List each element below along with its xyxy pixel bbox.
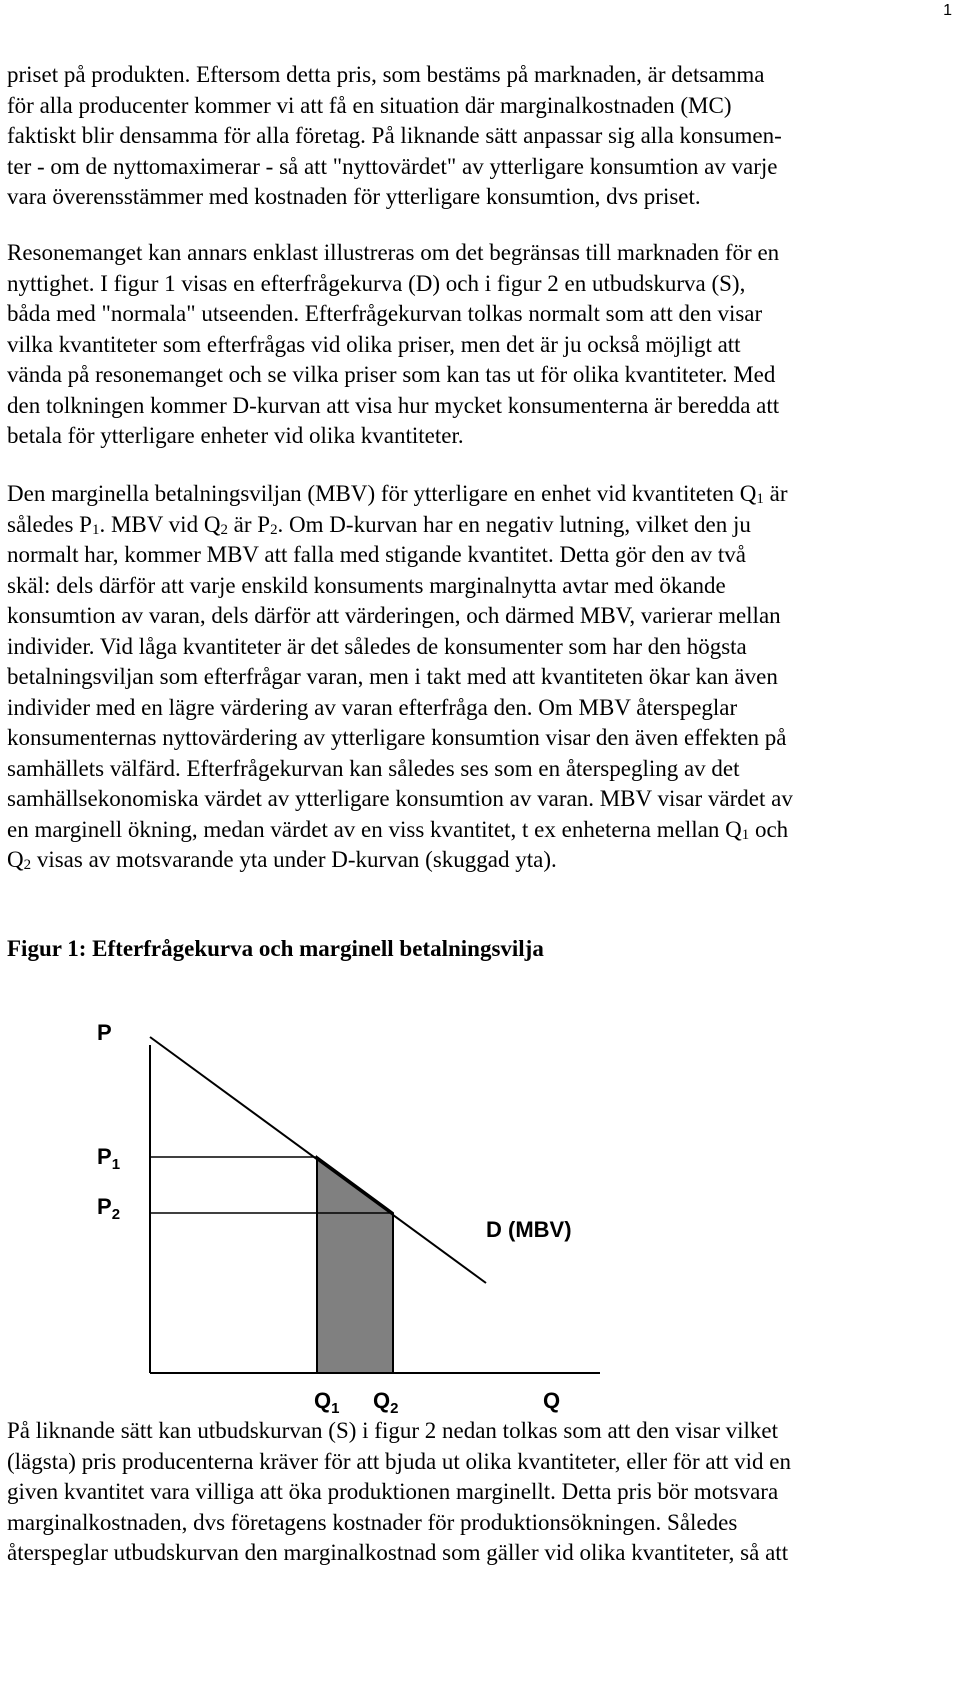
text-line: för alla producenter kommer vi att få en situation där marginalkostnaden (MC) <box>7 92 732 118</box>
paragraph-2 <box>7 238 957 452</box>
text-run: Den marginella betalningsviljan (MBV) för ytterligare en enhet vid kvantiteten Q <box>7 481 757 506</box>
subscript: 1 <box>741 826 750 843</box>
text-line: På liknande sätt kan utbudskurvan (S) i figur 2 nedan tolkas som att den visar vilket <box>7 1418 778 1443</box>
p2-subscript: 2 <box>111 1206 121 1223</box>
q2-text: Q <box>373 1388 391 1413</box>
q1-subscript: 1 <box>331 1400 340 1417</box>
text-line <box>7 815 957 846</box>
text-line <box>7 845 957 876</box>
text-line: priset på produkten. Eftersom detta pris, som bestäms på marknaden, är detsamma <box>7 62 765 87</box>
q2-subscript: 2 <box>390 1400 399 1417</box>
paragraph-4 <box>7 1416 957 1569</box>
p1-text: P <box>97 1144 112 1169</box>
p1-label <box>97 1144 120 1173</box>
curve-label: D (MBV) <box>486 1217 572 1242</box>
text-run: Q <box>7 847 24 872</box>
text-line: ter - om de nyttomaximerar - så att "nyttovärdet" av ytterligare konsumtion av varje <box>7 153 778 179</box>
p1-subscript: 1 <box>111 1156 121 1173</box>
p2-label <box>97 1194 120 1223</box>
text-line: betala för ytterligare enheter vid olika kvantiteter. <box>7 423 464 448</box>
text-line <box>7 510 957 541</box>
text-run: är P <box>227 511 271 537</box>
text-line: vara överensstämmer med kostnaden för ytterligare konsumtion, dvs priset. <box>7 184 701 209</box>
demand-curve <box>150 1037 486 1283</box>
text-line: given kvantitet vara villiga att öka produktionen marginellt. Detta pris bör motsvara <box>7 1479 779 1504</box>
subscript: 2 <box>220 521 228 538</box>
text-line: betalningsviljan som efterfrågar varan, men i takt med att kvantiteten ökar kan även <box>7 664 778 689</box>
subscript: 1 <box>756 491 764 508</box>
text-run: och <box>749 816 789 842</box>
text-run: . Om D-kurvan har en negativ lutning, vilket den ju <box>277 511 751 537</box>
q2-label <box>373 1388 398 1417</box>
text-run: . MBV vid Q <box>99 511 221 537</box>
text-line: individer med en lägre värdering av varan efterfråga den. Om MBV återspeglar <box>7 694 738 720</box>
text-line: Resonemanget kan annars enklast illustreras om det begränsas till marknaden för en <box>7 240 780 265</box>
subscript: 2 <box>270 521 278 538</box>
text-line: marginalkostnaden, dvs företagens kostnader för produktionsökningen. Således <box>7 1509 738 1535</box>
text-run: en marginell ökning, medan värdet av en viss kvantitet, t ex enheterna mellan Q <box>7 816 742 842</box>
text-line: normalt har, kommer MBV att falla med stigande kvantitet. Detta gör den av två <box>7 542 746 567</box>
text-line: konsumenternas nyttovärdering av ytterligare konsumtion visar den även effekten på <box>7 725 787 750</box>
subscript: 2 <box>23 857 32 874</box>
shaded-area <box>317 1157 393 1373</box>
q1-label <box>314 1388 339 1417</box>
text-run: visas av motsvarande yta under D-kurvan (skuggad yta). <box>31 847 557 872</box>
y-axis-label: P <box>97 1020 112 1045</box>
text-line: återspeglar utbudskurvan den marginalkostnad som gäller vid olika kvantiteter, så att <box>7 1540 789 1565</box>
text-line: samhällets välfärd. Efterfrågekurvan kan således ses som en återspegling av det <box>7 755 740 781</box>
text-line <box>7 479 957 510</box>
q1-text: Q <box>314 1388 332 1413</box>
text-line: faktiskt blir densamma för alla företag. På liknande sätt anpassar sig alla konsumen- <box>7 123 782 148</box>
x-axis-label: Q <box>543 1388 561 1413</box>
text-run: är <box>763 481 788 506</box>
paragraph-3 <box>7 479 957 876</box>
text-line: vända på resonemanget och se vilka priser som kan tas ut för olika kvantiteter. Med <box>7 362 776 387</box>
text-line: individer. Vid låga kvantiteter är det således de konsumenter som har den högsta <box>7 633 747 659</box>
text-line: konsumtion av varan, dels därför att värderingen, och därmed MBV, varierar mellan <box>7 603 781 628</box>
subscript: 1 <box>91 521 100 538</box>
page-number: 1 <box>943 2 952 19</box>
text-line: båda med "normala" utseenden. Efterfrågekurvan tolkas normalt som att den visar <box>7 301 763 326</box>
text-line: den tolkningen kommer D-kurvan att visa hur mycket konsumenterna är beredda att <box>7 392 780 418</box>
text-line: (lägsta) pris producenterna kräver för att bjuda ut olika kvantiteter, eller för att vid en <box>7 1448 791 1474</box>
text-line: skäl: dels därför att varje enskild konsuments marginalnytta avtar med ökande <box>7 572 726 598</box>
text-line: nyttighet. I figur 1 visas en efterfrågekurva (D) och i figur 2 en utbudskurva (S), <box>7 270 746 296</box>
figure-title: Figur 1: Efterfrågekurva och marginell betalningsvilja <box>7 936 544 961</box>
paragraph-1 <box>7 60 957 213</box>
text-line: samhällsekonomiska värdet av ytterligare konsumtion av varan. MBV visar värdet av <box>7 786 793 811</box>
text-run: således P <box>7 511 92 537</box>
p2-text: P <box>97 1194 112 1219</box>
text-line: vilka kvantiteter som efterfrågas vid olika priser, men det är ju också möjligt att <box>7 331 741 357</box>
